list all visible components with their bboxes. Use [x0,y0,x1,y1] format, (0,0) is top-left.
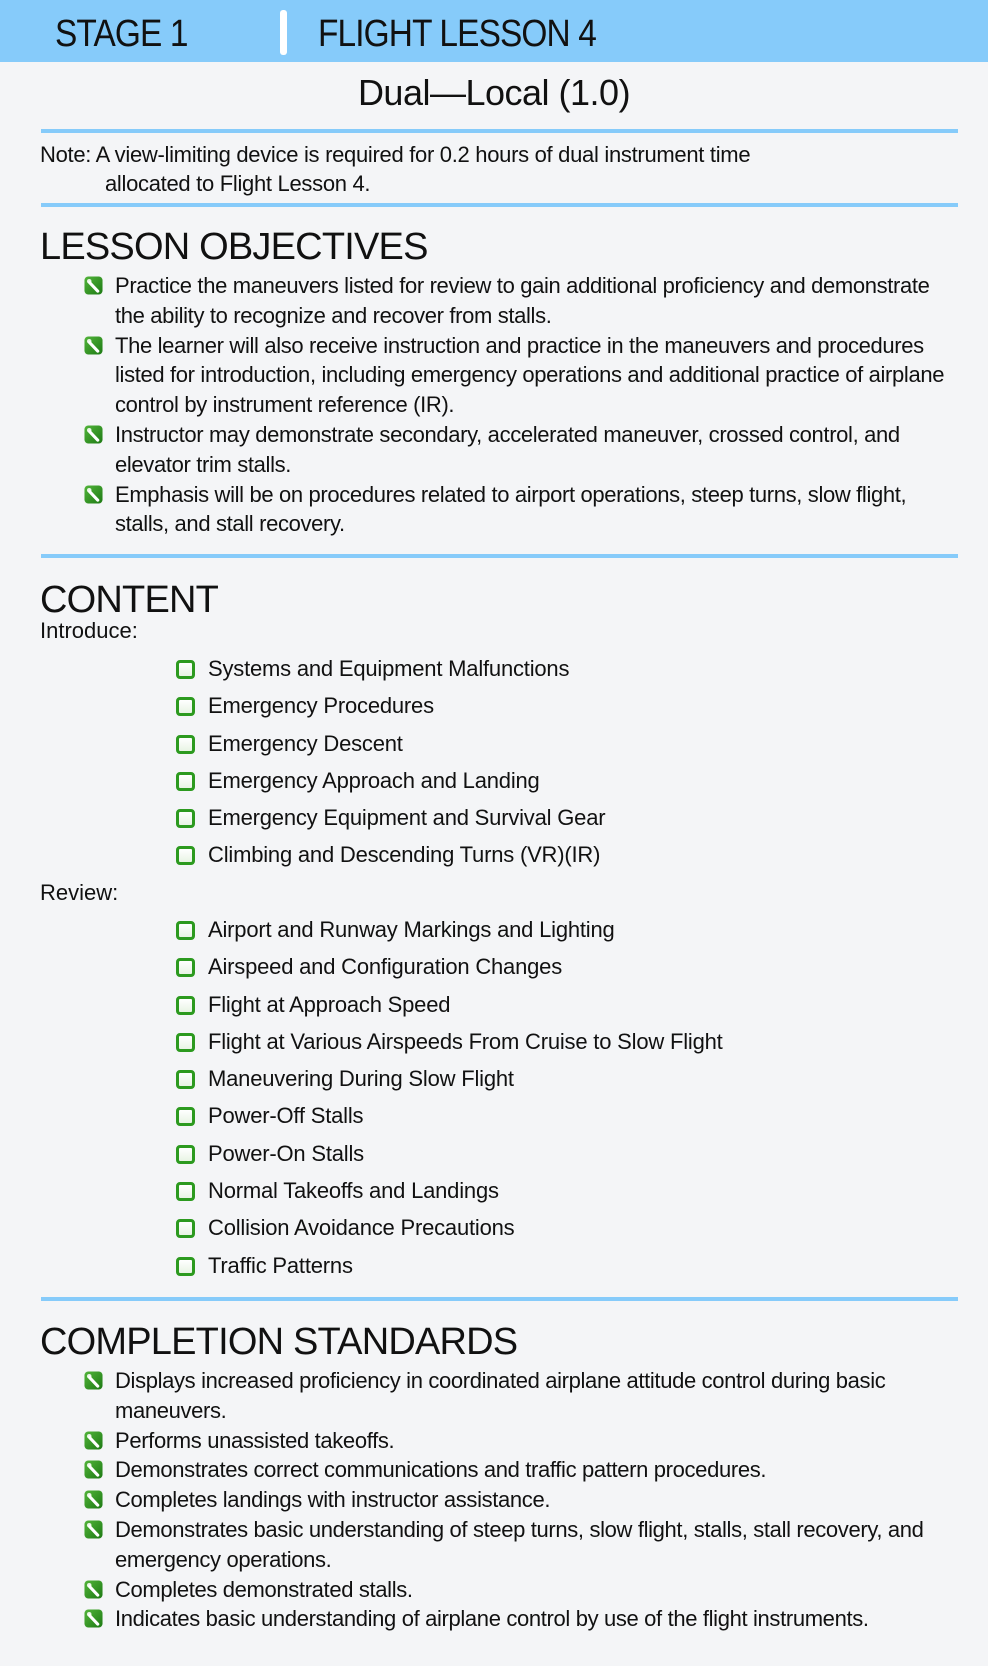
list-item: Flight at Approach Speed [176,986,936,1023]
list-item: Practice the maneuvers listed for review to gain additional proficiency and demonstrate the ability to recognize and recover from stalls. [84,271,964,331]
list-item: Traffic Patterns [176,1247,936,1284]
list-item: Demonstrates correct communications and traffic pattern procedures. [84,1455,964,1485]
checkbox-icon [176,697,195,716]
list-item: Maneuvering During Slow Flight [176,1060,936,1097]
introduce-list [176,650,936,874]
list-item: Emergency Procedures [176,687,936,724]
content-title: CONTENT [40,579,219,621]
checkbox-icon [176,1219,195,1238]
lesson-header [0,0,988,62]
objectives-list [84,271,964,539]
completion-list [84,1366,964,1634]
checkbox-icon [176,921,195,940]
note-line-1: Note: A view-limiting device is required for 0.2 hours of dual instrument time [40,142,751,167]
checkbox-icon [176,735,195,754]
list-item: Completes landings with instructor assistance. [84,1485,964,1515]
checkbox-icon [176,660,195,679]
list-item: Airport and Runway Markings and Lighting [176,911,936,948]
list-item: Systems and Equipment Malfunctions [176,650,936,687]
introduce-label: Introduce: [40,618,138,643]
checkbox-icon [176,996,195,1015]
completion-title: COMPLETION STANDARDS [40,1321,518,1363]
list-item: Collision Avoidance Precautions [176,1209,936,1246]
lesson-subtitle: Dual—Local (1.0) [357,72,631,113]
checkbox-icon [176,809,195,828]
green-check-icon [84,425,103,444]
list-item: Normal Takeoffs and Landings [176,1172,936,1209]
list-item: Performs unassisted takeoffs. [84,1426,964,1456]
checkbox-icon [176,1033,195,1052]
stage-label: STAGE 1 [55,13,188,55]
note-line-2: allocated to Flight Lesson 4. [105,171,371,196]
divider-line [41,554,958,558]
divider-line [41,203,958,207]
list-item: Emergency Descent [176,725,936,762]
lesson-title: FLIGHT LESSON 4 [318,13,596,55]
checkbox-icon [176,772,195,791]
objectives-title: LESSON OBJECTIVES [40,226,428,268]
list-item: Climbing and Descending Turns (VR)(IR) [176,836,936,873]
divider-line [41,129,958,133]
list-item: Displays increased proficiency in coordinated airplane attitude control during basic maneuvers. [84,1366,964,1426]
list-item: Completes demonstrated stalls. [84,1575,964,1605]
list-item: Instructor may demonstrate secondary, accelerated maneuver, crossed control, and elevator trim stalls. [84,420,964,480]
list-item: Demonstrates basic understanding of steep turns, slow flight, stalls, stall recovery, and emergency operations. [84,1515,964,1575]
green-check-icon [84,1371,103,1390]
checkbox-icon [176,1107,195,1126]
list-item: Airspeed and Configuration Changes [176,948,936,985]
divider-line [41,1297,958,1301]
list-item: Emergency Approach and Landing [176,762,936,799]
checkbox-icon [176,958,195,977]
review-list [176,911,936,1284]
checkbox-icon [176,1145,195,1164]
header-divider [280,10,287,55]
review-label: Review: [40,880,119,905]
checkbox-icon [176,1257,195,1276]
green-check-icon [84,276,103,295]
list-item: Flight at Various Airspeeds From Cruise to Slow Flight [176,1023,936,1060]
list-item: Power-Off Stalls [176,1097,936,1134]
list-item: Power-On Stalls [176,1135,936,1172]
note [40,140,940,198]
green-check-icon [84,1490,103,1509]
green-check-icon [84,1609,103,1628]
green-check-icon [84,1431,103,1450]
green-check-icon [84,1460,103,1479]
checkbox-icon [176,846,195,865]
list-item: Emergency Equipment and Survival Gear [176,799,936,836]
list-item: Indicates basic understanding of airplane control by use of the flight instruments. [84,1604,964,1634]
green-check-icon [84,1580,103,1599]
checkbox-icon [176,1182,195,1201]
green-check-icon [84,1520,103,1539]
green-check-icon [84,485,103,504]
checkbox-icon [176,1070,195,1089]
list-item: Emphasis will be on procedures related to airport operations, steep turns, slow flight, stalls, and stall recovery. [84,480,964,540]
green-check-icon [84,336,103,355]
list-item: The learner will also receive instruction and practice in the maneuvers and procedures listed for introduction, including emergency operations and additional practice of airplane control by instrument reference (IR). [84,331,964,420]
